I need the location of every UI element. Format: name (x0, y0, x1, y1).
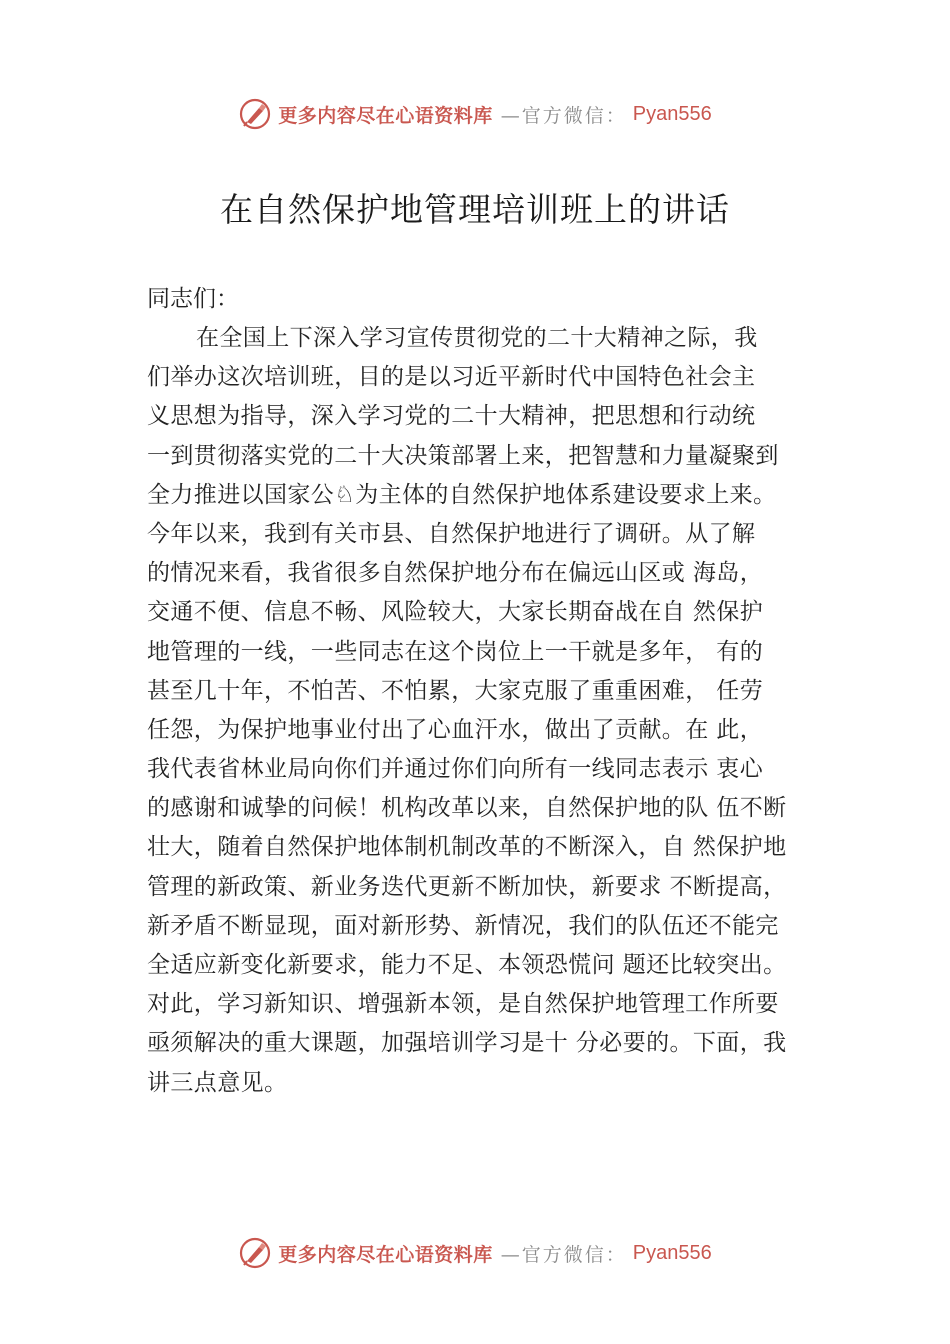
body-line: 的感谢和诚挚的问候！机构改革以来，自然保护地的队 伍不断 (147, 795, 787, 822)
body-line: 壮大，随着自然保护地体制机制改革的不断深入，自 然保护地 (147, 834, 787, 861)
body-line: 交通不便、信息不畅、风险较大，大家长期奋战在自 然保护 (147, 599, 764, 626)
body-line: 亟须解决的重大课题，加强培训学习是十 分必要的。下面，我 (147, 1030, 787, 1057)
body-line: 对此，学习新知识、增强新本领，是自然保护地管理工作所要 (147, 991, 779, 1018)
pen-nib-logo-icon (238, 1236, 272, 1270)
footer-banner (0, 1233, 950, 1273)
banner-label: —官方微信： (500, 1243, 627, 1266)
body-line: 在全国上下深入学习宣传贯彻党的二十大精神之际，我 (196, 325, 758, 351)
body-line: 今年以来，我到有关市县、自然保护地进行了调研。从了解 (147, 520, 756, 547)
banner-text: 更多内容尽在心语资料库 (278, 1243, 493, 1266)
body-line: 义思想为指导，深入学习党的二十大精神，把思想和行动统 (147, 403, 756, 430)
body-line: 的情况来看，我省很多自然保护地分布在偏远山区或 海岛， (147, 560, 764, 587)
body-line: 新矛盾不断显现，面对新形势、新情况，我们的队伍还不能完 (147, 912, 779, 939)
document-title: 在自然保护地管理培训班上的讲话 (220, 190, 730, 229)
salutation: 同志们： (147, 286, 239, 312)
banner-text: 更多内容尽在心语资料库 (278, 104, 493, 127)
body-line: 全适应新变化新要求，能力不足、本领恐慌问 题还比较突出。 (147, 952, 787, 978)
banner-label: —官方微信： (500, 104, 627, 127)
body-line: 甚至几十年，不怕苦、不怕累，大家克服了重重困难， 任劳 (147, 677, 764, 704)
header-banner (0, 94, 950, 134)
wechat-id: Pyan556 (632, 1241, 712, 1264)
body-line: 任怨，为保护地事业付出了心血汗水，做出了贡献。在 此， (147, 716, 764, 743)
body-line: 讲三点意见。 (147, 1069, 288, 1096)
wechat-id: Pyan556 (632, 102, 712, 125)
body-paragraph (147, 319, 837, 1103)
body-line: 我代表省林业局向你们并通过你们向所有一线同志表示 衷心 (147, 756, 764, 783)
body-line: 地管理的一线，一些同志在这个岗位上一干就是多年， 有的 (147, 638, 764, 665)
body-line: 们举办这次培训班，目的是以习近平新时代中国特色社会主 (147, 364, 756, 391)
pen-nib-logo-icon (238, 97, 272, 131)
body-line: 管理的新政策、新业务迭代更新不断加快，新要求 不断提高， (147, 873, 787, 900)
body-line: 一到贯彻落实党的二十大决策部署上来，把智慧和力量凝聚到 (147, 442, 779, 469)
document-body (147, 280, 837, 1103)
body-line: 全力推进以国家公♘为主体的自然保护地体系建设要求上来。 (147, 481, 777, 508)
